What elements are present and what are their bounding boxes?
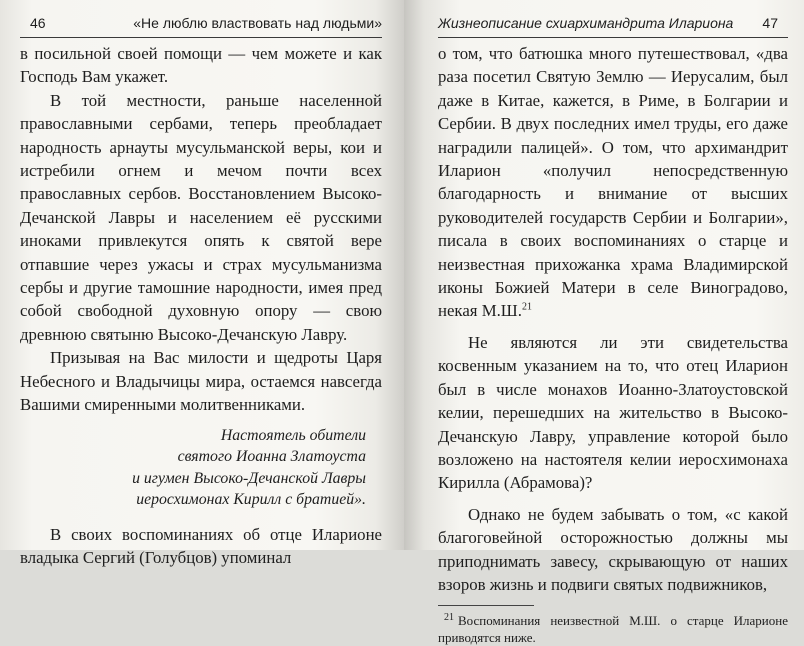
left-page-body xyxy=(20,42,382,569)
left-page-header xyxy=(20,11,382,38)
right-page-header xyxy=(438,11,788,38)
signature-line: Настоятель обители xyxy=(220,426,366,444)
right-page-number: 47 xyxy=(762,15,778,31)
left-paragraph-lavra: В той местности, раньше населенной православными сербами, теперь преобладает народность арнауты мусульманской веры, кои и истребили огнем и мечом почти всех православных сербов. Восстановлением Высоко-Дечанской Лавры и населением её русскими иноками привлекутся опять к святой вере отпавшие через ужасы и страх мусульманизма сербы и другие тамошние народности, имея пред собой свободной духовную опору — свою древнюю святыню Высоко-Дечанскую Лавру. xyxy=(20,90,382,344)
left-paragraph-closing: В своих воспоминаниях об отце Иларионе владыка Сергий (Голубцов) упоминал xyxy=(20,524,382,567)
left-paragraph-blessing: Призывая на Вас милости и щедроты Царя Небесного и Владычицы мира, остаемся навсегда Вашими смиренными молитвенниками. xyxy=(20,348,382,415)
footnote xyxy=(438,612,788,646)
footnote-text: Воспоминания неизвестной М.Ш. о старце Иларионе приводятся ниже. xyxy=(438,613,788,646)
left-running-title: «Не люблю властвовать над людьми» xyxy=(133,15,382,31)
right-page xyxy=(404,0,804,646)
footnote-reference: 21 xyxy=(521,301,532,313)
right-paragraph-travels xyxy=(438,42,788,323)
right-paragraph-travels-text: о том, что батюшка много путешествовал, «два раза посетил Святую Землю — Иерусалим, был даже в Китае, кажется, в Риме, в Болгарии и Сербии. В двух последних имел труды, его даже наградили палицей». О том, что архимандрит Иларион «получил непосредственную благодарность и внимание от высших руководителей государств Сербии и Болгарии», писала в своих воспоминаниях о старце и неизвестная прихожанка храма Владимирской иконы Божией Матери в селе Виноградово, некая М.Ш. xyxy=(438,44,788,321)
left-paragraph-continued: в посильной своей помощи — чем можете и как Господь Вам укажет. xyxy=(20,44,382,87)
right-paragraph-evidence: Не являются ли эти свидетельства косвенным указанием на то, что отец Иларион был в числе монахов Иоанно-Златоустовской келии, перешедших на жительство в Высоко-Дечанскую Лавру, управление которой было возложено на настоятеля келии иеросхимонаха Кирилла (Абрамова)? xyxy=(438,332,788,493)
signature-line: и игумен Высоко-Дечанской Лавры xyxy=(132,469,366,487)
letter-signature xyxy=(20,425,382,511)
footnote-divider xyxy=(438,605,534,606)
signature-line: иеросхимонах Кирилл с братией». xyxy=(136,491,366,508)
signature-line: святого Иоанна Златоуста xyxy=(177,448,366,465)
footnote-number: 21 xyxy=(444,612,454,624)
right-paragraph-caution: Однако не будем забывать о том, «с какой благоговейной осторожностью должны мы приподнимать завесу, скрывающую от наших взоров жизнь и подвиги святых подвижников, xyxy=(438,504,788,594)
right-page-body xyxy=(438,42,788,596)
right-running-title: Жизнеописание схиархимандрита Илариона xyxy=(438,15,734,31)
left-page-number: 46 xyxy=(30,15,46,31)
left-page xyxy=(0,0,404,567)
